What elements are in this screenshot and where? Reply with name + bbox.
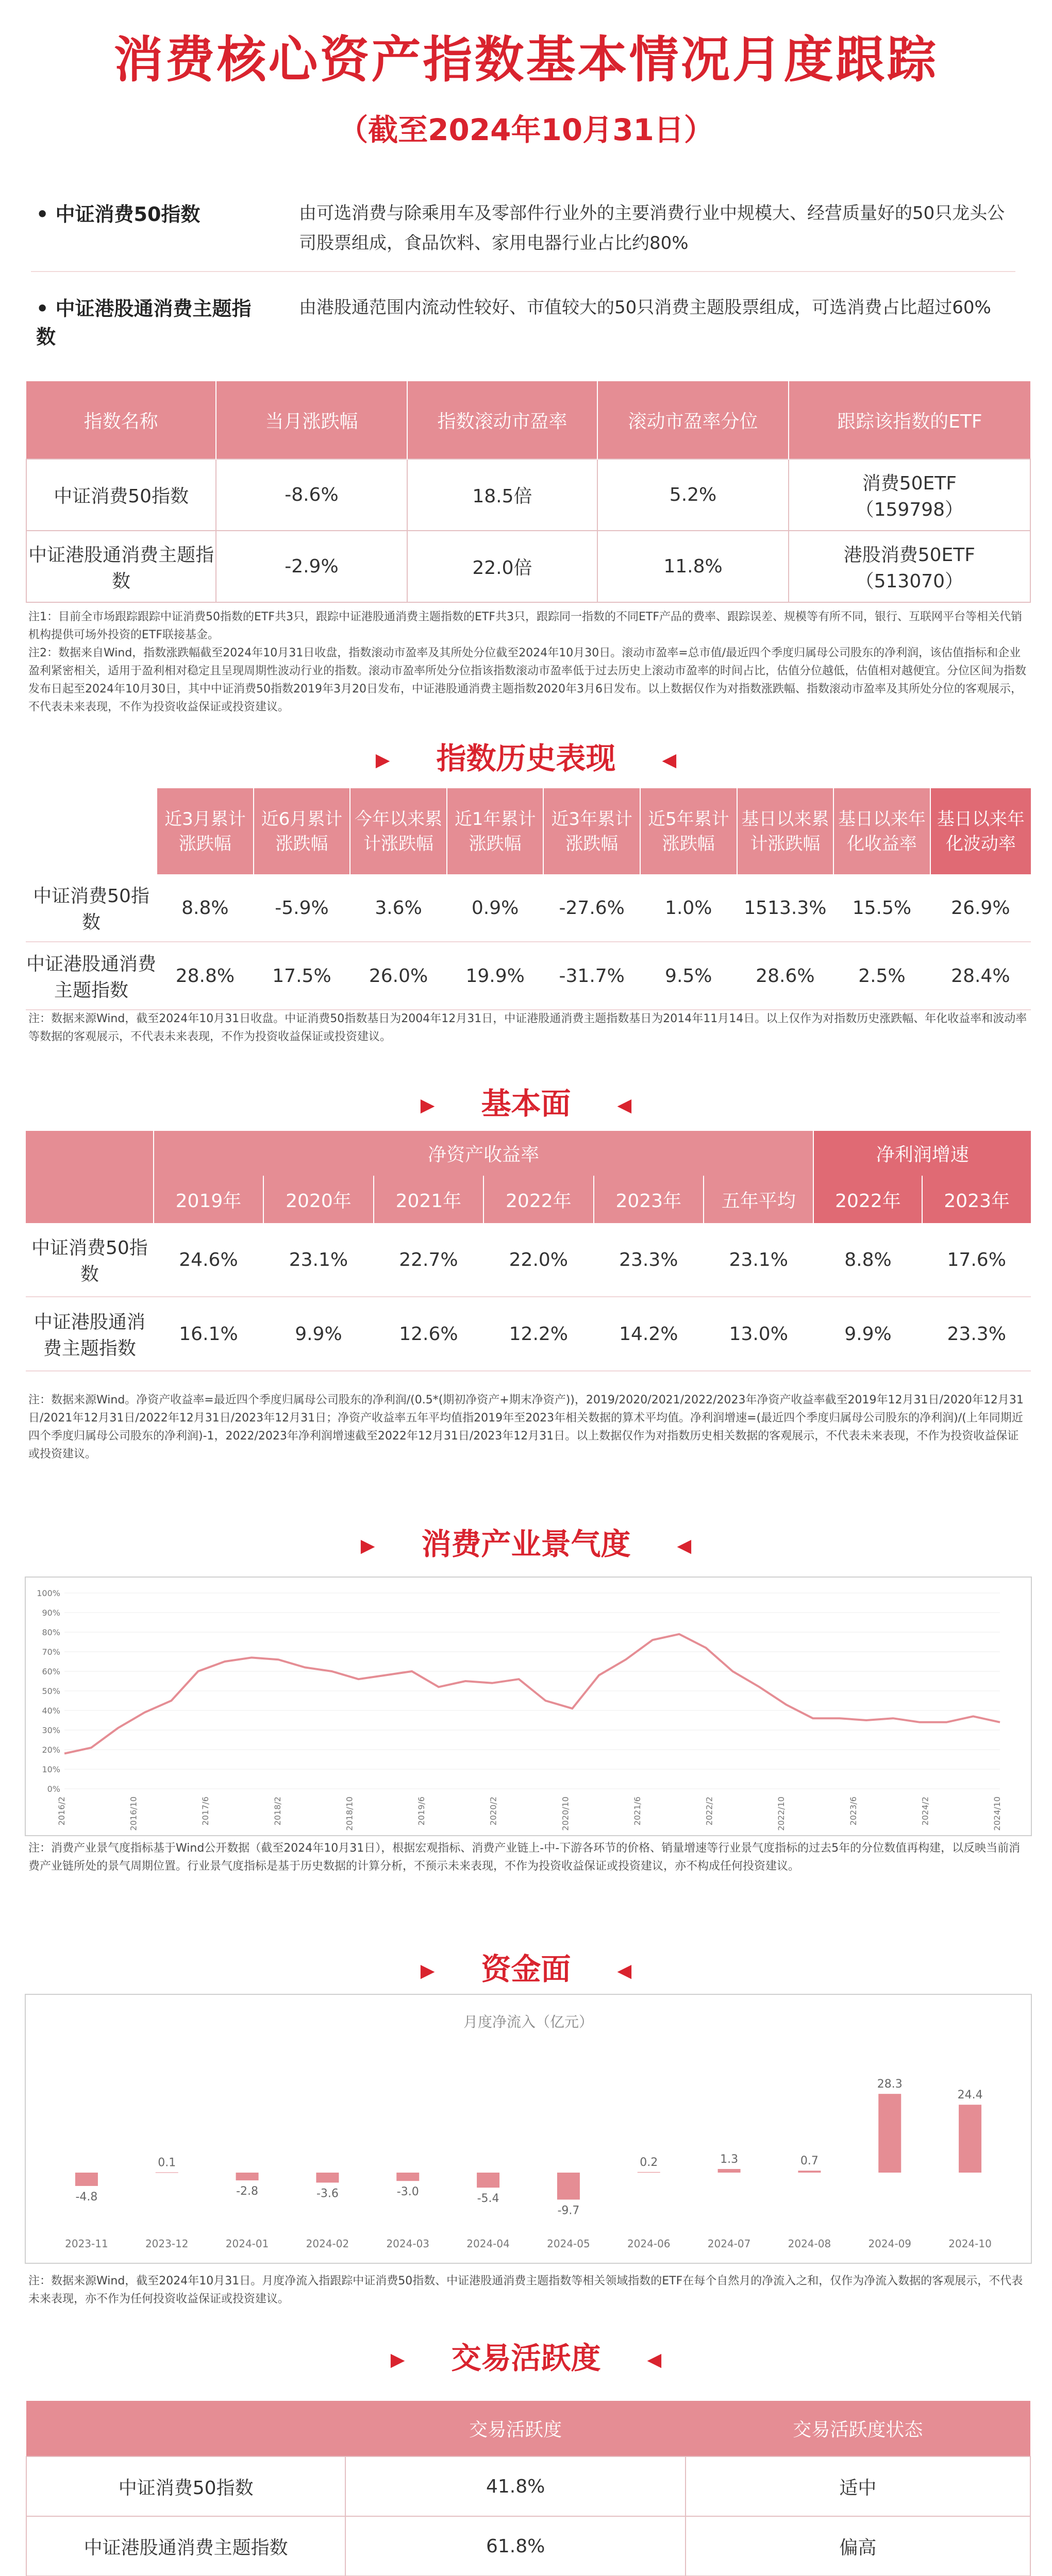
data-label: 0.2 — [640, 2156, 658, 2169]
table-header: 2019年 — [154, 1176, 263, 1223]
bar — [316, 2173, 339, 2182]
x-tick-label: 2024-03 — [386, 2238, 430, 2250]
triangle-right-icon: ▶ — [420, 1095, 435, 1116]
chart-title: 月度净流入（亿元） — [463, 2013, 594, 2030]
x-tick-label: 2024-06 — [627, 2238, 671, 2250]
bar — [557, 2173, 580, 2199]
table-header: 2022年 — [813, 1176, 922, 1223]
cell-value: 1513.3% — [737, 874, 834, 942]
x-tick-label: 2024-07 — [707, 2238, 751, 2250]
triangle-left-icon: ◀ — [662, 750, 677, 771]
table-header: 指数名称 — [26, 381, 216, 459]
triangle-right-icon: ▶ — [390, 2349, 405, 2371]
cell-value: -5.9% — [254, 874, 350, 942]
cell-value: 23.3% — [594, 1223, 704, 1297]
index-name: 中证消费50指数 — [26, 1223, 154, 1297]
index-overview-table — [26, 381, 1031, 603]
y-tick-label: 20% — [42, 1745, 60, 1755]
table-header: 今年以来累计涨跌幅 — [350, 788, 447, 874]
y-tick-label: 90% — [42, 1608, 60, 1618]
data-label: -3.6 — [316, 2187, 339, 2200]
table-header: 近3月累计涨跌幅 — [157, 788, 254, 874]
table-header: 五年平均 — [704, 1176, 813, 1223]
table-header: 基日以来年化收益率 — [833, 788, 930, 874]
table-header: 滚动市盈率分位 — [597, 381, 788, 459]
cell-value: 14.2% — [594, 1297, 704, 1371]
table-header-empty — [26, 1131, 154, 1223]
pe-ratio: 18.5倍 — [407, 459, 598, 531]
table-row — [26, 1297, 1031, 1371]
cell-value: 8.8% — [813, 1223, 922, 1297]
monthly-change: -8.6% — [216, 459, 407, 531]
cell-value: 28.4% — [930, 942, 1031, 1010]
y-tick-label: 60% — [42, 1667, 60, 1676]
table2-note: 注：数据来源Wind，截至2024年10月31日收盘。中证消费50指数基日为2004年12月31日，中证港股通消费主题指数基日为2014年11月14日。以上仅作为对指数历史涨跌幅、年化收益率和波动率等数据的客观展示，不代表未来表现，不作为投资收益保证或投资建议。 — [28, 1012, 1027, 1043]
cell-value: 9.9% — [263, 1297, 373, 1371]
bar — [75, 2173, 98, 2186]
page-title: 消费核心资产指数基本情况月度跟踪 — [113, 31, 939, 89]
capital-note: 注：数据来源Wind，截至2024年10月31日。月度净流入指跟踪中证消费50指数、中证港股通消费主题指数等相关领域指数的ETF在每个自然月的净流入之和，仅作为净流入数据的客观展示，不代表未来表现，亦不作为任何投资收益保证或投资建议。 — [28, 2275, 1023, 2306]
table-header — [26, 2401, 345, 2456]
x-tick-label: 2024-08 — [788, 2238, 831, 2250]
bar — [718, 2169, 741, 2173]
y-tick-label: 100% — [37, 1588, 60, 1598]
cell-value: 24.6% — [154, 1223, 263, 1297]
capital-bar-chart — [26, 1995, 1031, 2263]
intro-item — [31, 185, 1015, 272]
section-title-text: 消费产业景气度 — [421, 1527, 631, 1562]
bar — [638, 2172, 660, 2173]
fundamental-table — [26, 1131, 1031, 1371]
section-title-activity — [0, 2334, 1052, 2377]
table-row — [26, 874, 1031, 942]
etf-code: （159798） — [855, 499, 964, 520]
table-header: 基日以来累计涨跌幅 — [737, 788, 834, 874]
table-row — [26, 942, 1031, 1010]
bar — [236, 2173, 259, 2180]
section-title-text: 资金面 — [481, 1952, 571, 1987]
section-title-text: 基本面 — [481, 1086, 571, 1121]
bar — [878, 2094, 901, 2173]
group-header-profit-growth: 净利润增速 — [813, 1131, 1031, 1176]
section-title-text: 指数历史表现 — [436, 741, 616, 776]
x-tick-label: 2024-04 — [466, 2238, 510, 2250]
data-label: 0.1 — [158, 2156, 176, 2170]
y-tick-label: 40% — [42, 1706, 60, 1716]
table-row — [26, 2456, 1030, 2516]
cell-value: 16.1% — [154, 1297, 263, 1371]
section-title-text: 交易活跃度 — [451, 2341, 601, 2376]
intro-bullet: • 中证消费50指数 — [36, 203, 201, 226]
cell-value: 2.5% — [833, 942, 930, 1010]
table-header: 交易活跃度状态 — [686, 2401, 1030, 2456]
table-header: 近1年累计涨跌幅 — [447, 788, 544, 874]
x-tick-label: 2016/10 — [128, 1797, 139, 1831]
table-row — [26, 459, 1030, 531]
section-title-fundamental — [0, 1079, 1052, 1123]
intro-bullet: • 中证港股通消费主题指数 — [36, 297, 252, 348]
index-name: 中证消费50指数 — [26, 2456, 345, 2516]
triangle-left-icon: ◀ — [647, 2349, 662, 2371]
intro-text: 由可选消费与除乘用车及零部件行业外的主要消费行业中规模大、经营质量好的50只龙头公司股票组成，食品饮料、家用电器行业占比约80% — [299, 203, 1005, 253]
cell-value: 1.0% — [640, 874, 737, 942]
table-row — [26, 2516, 1030, 2576]
index-name: 中证港股通消费主题指数 — [26, 531, 216, 602]
index-name: 中证港股通消费主题指数 — [26, 1297, 154, 1371]
cell-value: 28.6% — [737, 942, 834, 1010]
data-label: 24.4 — [957, 2089, 983, 2102]
table-header: 近3年累计涨跌幅 — [543, 788, 640, 874]
intro-item — [31, 272, 1015, 362]
sentiment-note: 注：消费产业景气度指标基于Wind公开数据（截至2024年10月31日），根据宏观指标、消费产业链上-中-下游各环节的价格、销量增速等行业景气度指标的过去5年的分位数值再构建，以反映当前消费产业链所处的景气周期位置。行业景气度指标是基于历史数据的计算分析，不预示未来表现，不作为投资收益保证或投资建议，亦不构成任何投资建议。 — [28, 1842, 1021, 1873]
data-label: -4.8 — [75, 2190, 98, 2204]
x-tick-label: 2021/6 — [632, 1797, 642, 1826]
index-name: 中证消费50指数 — [26, 459, 216, 531]
history-table — [26, 788, 1031, 1010]
table-header: 2023年 — [594, 1176, 704, 1223]
data-label: 28.3 — [877, 2078, 903, 2091]
etf-cell — [789, 459, 1030, 531]
cell-value: -27.6% — [543, 874, 640, 942]
x-tick-label: 2024-10 — [948, 2238, 992, 2250]
activity-value: 61.8% — [345, 2516, 686, 2576]
data-label: -2.8 — [236, 2185, 259, 2198]
x-tick-label: 2022/2 — [704, 1797, 714, 1826]
x-tick-label: 2024-09 — [868, 2238, 912, 2250]
table-header: 近5年累计涨跌幅 — [640, 788, 737, 874]
cell-value: 15.5% — [833, 874, 930, 942]
activity-value: 41.8% — [345, 2456, 686, 2516]
cell-value: 9.9% — [813, 1297, 922, 1371]
activity-table — [26, 2401, 1031, 2576]
sentiment-line-chart — [26, 1578, 1031, 1835]
intro-list — [31, 185, 1015, 362]
bar — [156, 2172, 178, 2173]
index-name: 中证消费50指数 — [26, 874, 157, 942]
section-title-sentiment — [0, 1520, 1052, 1563]
cell-value: 23.3% — [922, 1297, 1031, 1371]
group-header-roe: 净资产收益率 — [154, 1131, 814, 1176]
cell-value: 17.6% — [922, 1223, 1031, 1297]
sentiment-chart-box — [25, 1577, 1032, 1836]
cell-value: 26.9% — [930, 874, 1031, 942]
table-header: 近6月累计涨跌幅 — [254, 788, 350, 874]
table-header: 跟踪该指数的ETF — [789, 381, 1030, 459]
cell-value: 19.9% — [447, 942, 544, 1010]
triangle-left-icon: ◀ — [617, 1095, 632, 1116]
x-tick-label: 2020/10 — [560, 1797, 571, 1831]
table-header: 交易活跃度 — [345, 2401, 686, 2456]
cell-value: 12.6% — [374, 1297, 483, 1371]
x-tick-label: 2024/2 — [920, 1797, 930, 1826]
index-name: 中证港股通消费主题指数 — [26, 2516, 345, 2576]
x-tick-label: 2023/6 — [848, 1797, 858, 1826]
table-group-row — [26, 1131, 1031, 1176]
cell-value: -31.7% — [543, 942, 640, 1010]
cell-value: 8.8% — [157, 874, 254, 942]
triangle-right-icon: ▶ — [375, 750, 390, 771]
cell-value: 28.8% — [157, 942, 254, 1010]
triangle-left-icon: ◀ — [617, 1960, 632, 1982]
table-header: 2020年 — [263, 1176, 373, 1223]
triangle-left-icon: ◀ — [677, 1535, 692, 1557]
triangle-right-icon: ▶ — [360, 1535, 375, 1557]
x-tick-label: 2023-11 — [65, 2238, 108, 2250]
bar — [477, 2173, 499, 2188]
table-header: 2022年 — [483, 1176, 593, 1223]
cell-value: 23.1% — [704, 1223, 813, 1297]
x-tick-label: 2020/2 — [488, 1797, 498, 1826]
table1-note: 注1：目前全市场跟踪跟踪中证消费50指数的ETF共3只，跟踪中证港股通消费主题指数的ETF共3只，跟踪同一指数的不同ETF产品的费率、跟踪误差、规模等有所不同，银行、互联网平台等相关代销机构提供可场外投资的ETF联接基金。 注2：数据来自Wind，指数涨跌幅截至2024年10月31日收盘，指数滚动市盈率及其所处分位截至2024年10月30日。滚动市盈率=总市值/最近四个季度归属母公司股东的净利润，该估值指标和企业盈利紧密相关，适用于盈利相对稳定且呈现周期性波动行业的指数。滚动市盈率所处分位指该指数滚动市盈率低于过去历史上滚动市盈率的时间占比，估值分位越低，估值相对越便宜。分位区间为指数发布日起至2024年10月30日，其中中证消费50指数2019年3月20日发布，中证港股通消费主题指数2020年3月6日发布。以上数据仅作为对指数涨跌幅、指数滚动市盈率及其所处分位的客观展示，不代表未来表现，不作为投资收益保证或投资建议。 — [28, 611, 1027, 714]
x-tick-label: 2023-12 — [145, 2238, 189, 2250]
cell-value: 12.2% — [483, 1297, 593, 1371]
table-header: 指数滚动市盈率 — [407, 381, 598, 459]
cell-value: 22.0% — [483, 1223, 593, 1297]
x-tick-label: 2017/6 — [201, 1797, 211, 1826]
cell-value: 0.9% — [447, 874, 544, 942]
bar — [798, 2171, 821, 2173]
y-tick-label: 80% — [42, 1628, 60, 1637]
x-tick-label: 2024-05 — [547, 2238, 590, 2250]
etf-name: 消费50ETF — [862, 472, 957, 494]
y-tick-label: 0% — [47, 1784, 60, 1794]
table3-note: 注：数据来源Wind。净资产收益率=最近四个季度归属母公司股东的净利润/(0.5*(期初净资产+期末净资产))，2019/2020/2021/2022/2023年净资产收益率截至2019年12月31日/2020年12月31日/2021年12月31日/2022年12月31日/2023年12月31日；净资产收益率五年平均值指2019年至2023年相关数据的算术平均值。净利润增速=(最近四个季度归属母公司股东的净利润)/(上年同期近四个季度归属母公司股东的净利润)-1，2022/2023年净利润增速截至2022年12月31日/2023年12月31日。以上数据仅作为对指数历史相关数据的客观展示，不代表未来表现，不作为投资收益保证或投资建议。 — [28, 1394, 1024, 1461]
sentiment-line — [64, 1634, 1000, 1754]
cell-value: 9.5% — [640, 942, 737, 1010]
x-tick-label: 2024/10 — [992, 1797, 1002, 1831]
etf-name: 港股消费50ETF — [843, 544, 975, 566]
triangle-right-icon: ▶ — [420, 1960, 435, 1982]
cell-value: 23.1% — [263, 1223, 373, 1297]
cell-value: 22.7% — [374, 1223, 483, 1297]
activity-status: 适中 — [686, 2456, 1030, 2516]
table-header-row — [26, 381, 1030, 459]
x-tick-label: 2019/6 — [416, 1797, 427, 1826]
intro-text: 由港股通范围内流动性较好、市值较大的50只消费主题股票组成，可选消费占比超过60% — [299, 297, 991, 318]
table-row — [26, 531, 1030, 602]
table-row — [26, 1223, 1031, 1297]
table-header: 2023年 — [922, 1176, 1031, 1223]
bar — [396, 2173, 419, 2181]
page-subtitle: （截至2024年10月31日） — [338, 112, 714, 147]
table-header: 2021年 — [374, 1176, 483, 1223]
table-header-row — [26, 1176, 1031, 1223]
data-label: 0.7 — [800, 2155, 819, 2168]
data-label: -3.0 — [396, 2185, 419, 2199]
etf-code: （513070） — [855, 570, 964, 592]
section-title-history — [0, 734, 1052, 777]
cell-value: 26.0% — [350, 942, 447, 1010]
table-header-row — [26, 2401, 1030, 2456]
activity-status: 偏高 — [686, 2516, 1030, 2576]
pe-percentile: 5.2% — [597, 459, 788, 531]
cell-value: 13.0% — [704, 1297, 813, 1371]
pe-ratio: 22.0倍 — [407, 531, 598, 602]
x-tick-label: 2018/2 — [272, 1797, 282, 1826]
data-label: -9.7 — [557, 2204, 580, 2217]
index-name: 中证港股通消费主题指数 — [26, 942, 157, 1010]
data-label: 1.3 — [720, 2153, 739, 2166]
table-header-empty — [26, 788, 157, 874]
x-tick-label: 2018/10 — [344, 1797, 355, 1831]
table-header: 基日以来年化波动率 — [930, 788, 1031, 874]
bar — [959, 2105, 981, 2173]
etf-cell — [789, 531, 1030, 602]
capital-chart-box — [25, 1994, 1032, 2264]
data-label: -5.4 — [477, 2192, 499, 2206]
cell-value: 17.5% — [254, 942, 350, 1010]
y-tick-label: 70% — [42, 1647, 60, 1657]
section-title-capital — [0, 1945, 1052, 1988]
x-tick-label: 2024-02 — [306, 2238, 349, 2250]
cell-value: 3.6% — [350, 874, 447, 942]
x-tick-label: 2022/10 — [776, 1797, 787, 1831]
monthly-change: -2.9% — [216, 531, 407, 602]
y-tick-label: 30% — [42, 1725, 60, 1735]
x-tick-label: 2024-01 — [225, 2238, 269, 2250]
table-header: 当月涨跌幅 — [216, 381, 407, 459]
y-tick-label: 50% — [42, 1686, 60, 1696]
y-tick-label: 10% — [42, 1765, 60, 1774]
pe-percentile: 11.8% — [597, 531, 788, 602]
table-header-row — [26, 788, 1031, 874]
x-tick-label: 2016/2 — [57, 1797, 66, 1826]
